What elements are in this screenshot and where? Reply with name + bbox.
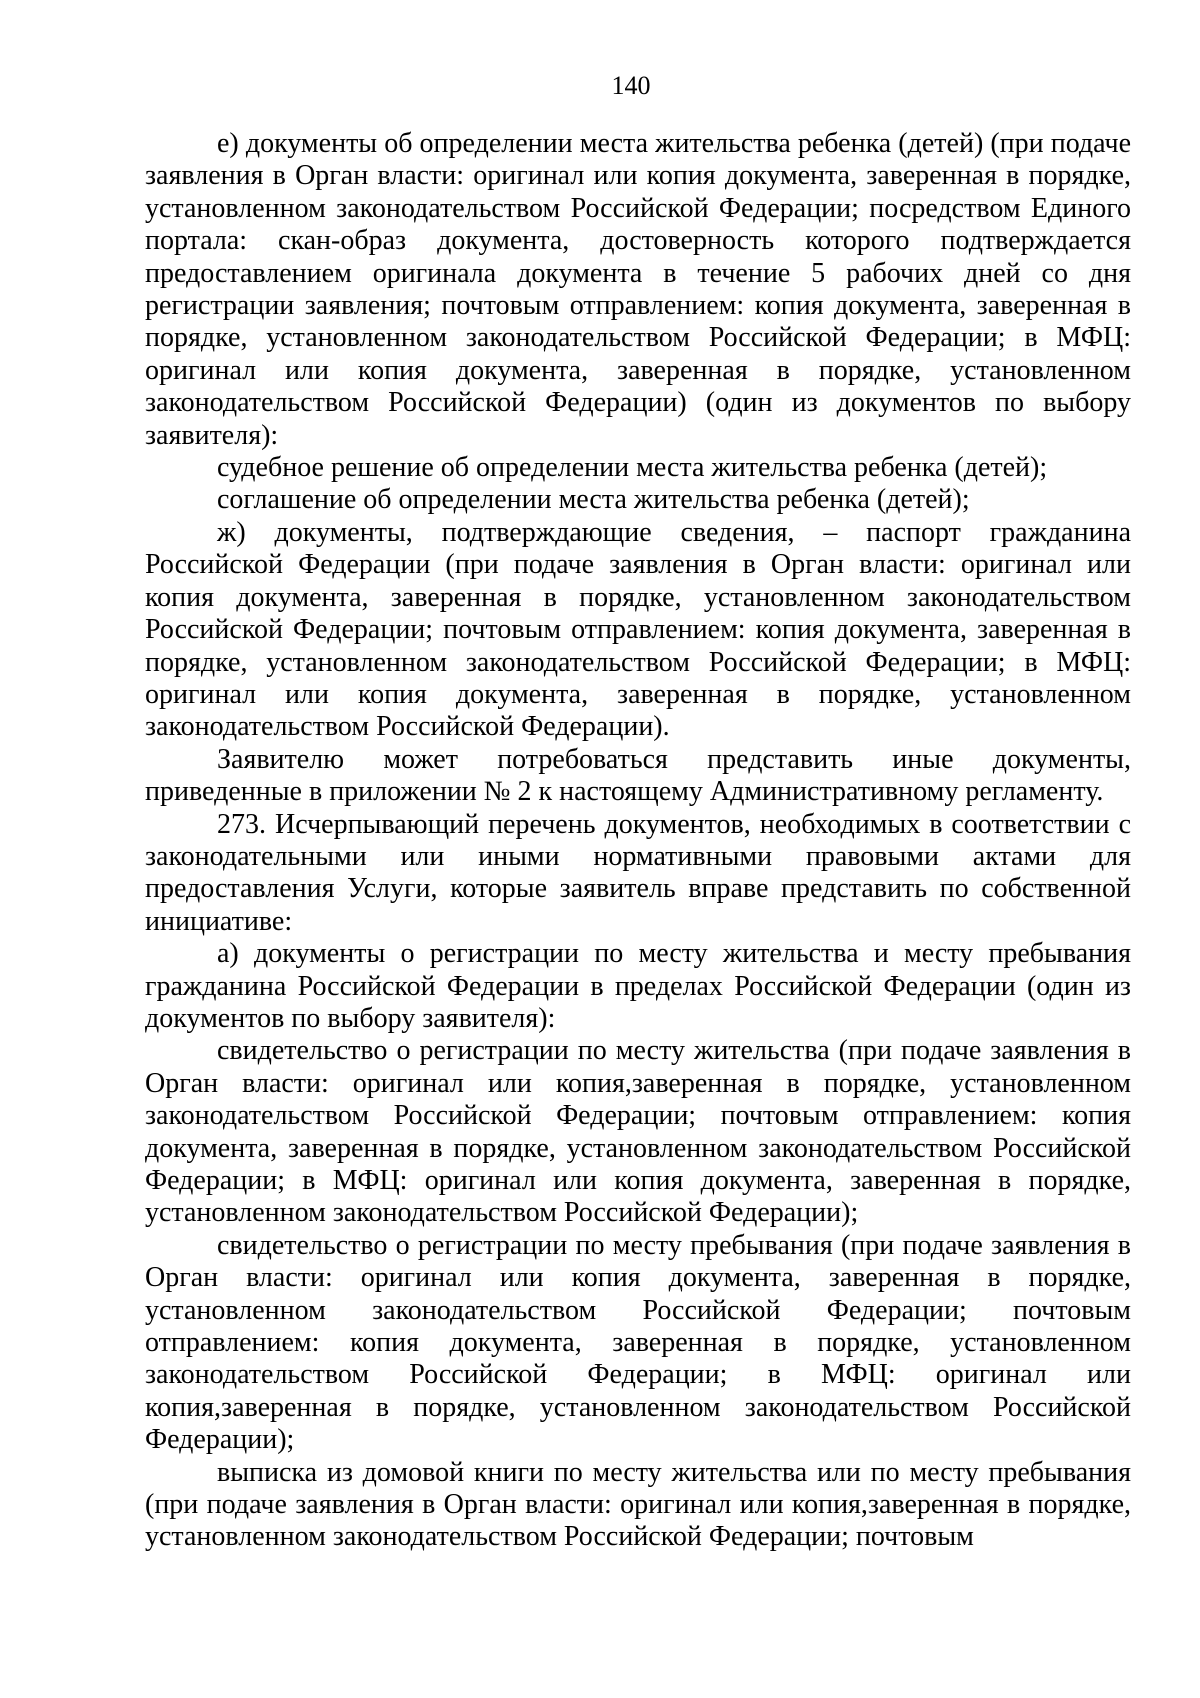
paragraph-stay-registration-certificate: свидетельство о регистрации по месту пребывания (при подаче заявления в Орган власти: оригинал или копия документа, заверенная в порядке, установленном законодательством Российской Федерации; почтовым отправлением: копия документа, заверенная в порядке, установленном законодательством Российской Федерации; в МФЦ: оригинал или копия,заверенная в порядке, установленном законодательством Российской Федерации); xyxy=(145,1229,1131,1456)
paragraph-a-registration-documents: а) документы о регистрации по месту жительства и месту пребывания гражданина Российской Федерации в пределах Российской Федерации (один из документов по выбору заявителя): xyxy=(145,938,1131,1034)
paragraph-residence-registration-certificate: свидетельство о регистрации по месту жительства (при подаче заявления в Орган власти: оригинал или копия,заверенная в порядке, установленном законодательством Российской Федерации; почтовым отправлением: копия документа, заверенная в порядке, установленном законодательством Российской Федерации; в МФЦ: оригинал или копия документа, заверенная в порядке, установленном законодательством Российской Федерации); xyxy=(145,1035,1131,1229)
paragraph-273-optional-documents: 273. Исчерпывающий перечень документов, необходимых в соответствии с законодательными или иными нормативными правовыми актами для предоставления Услуги, которые заявитель вправе представить по собственной инициативе: xyxy=(145,808,1131,937)
paragraph-other-documents: Заявителю может потребоваться представить иные документы, приведенные в приложении № 2 к настоящему Административному регламенту. xyxy=(145,743,1131,808)
paragraph-court-decision: судебное решение об определении места жительства ребенка (детей); xyxy=(217,452,1048,484)
document-body xyxy=(145,128,1131,1554)
paragraph-agreement: соглашение об определении места жительства ребенка (детей); xyxy=(217,484,970,516)
paragraph-e-residence-documents: е) документы об определении места жительства ребенка (детей) (при подаче заявления в Орган власти: оригинал или копия документа, заверенная в порядке, установленном законодательством Российской Федерации; посредством Единого портала: скан-образ документа, достоверность которого подтверждается предоставлением оригинала документа в течение 5 рабочих дней со дня регистрации заявления; почтовым отправлением: копия документа, заверенная в порядке, установленном законодательством Российской Федерации; в МФЦ: оригинал или копия документа, заверенная в порядке, установленном законодательством Российской Федерации) (один из документов по выбору заявителя): xyxy=(145,128,1131,451)
paragraph-house-book-extract: выписка из домовой книги по месту жительства или по месту пребывания (при подаче заявления в Орган власти: оригинал или копия,заверенная в порядке, установленном законодательством Российской Федерации; почтовым xyxy=(145,1456,1131,1553)
paragraph-zh-passport: ж) документы, подтверждающие сведения, – паспорт гражданина Российской Федерации (при подаче заявления в Орган власти: оригинал или копия документа, заверенная в порядке, установленном законодательством Российской Федерации; почтовым отправлением: копия документа, заверенная в порядке, установленном законодательством Российской Федерации; в МФЦ: оригинал или копия документа, заверенная в порядке, установленном законодательством Российской Федерации). xyxy=(145,516,1131,743)
page-number: 140 xyxy=(611,71,651,100)
